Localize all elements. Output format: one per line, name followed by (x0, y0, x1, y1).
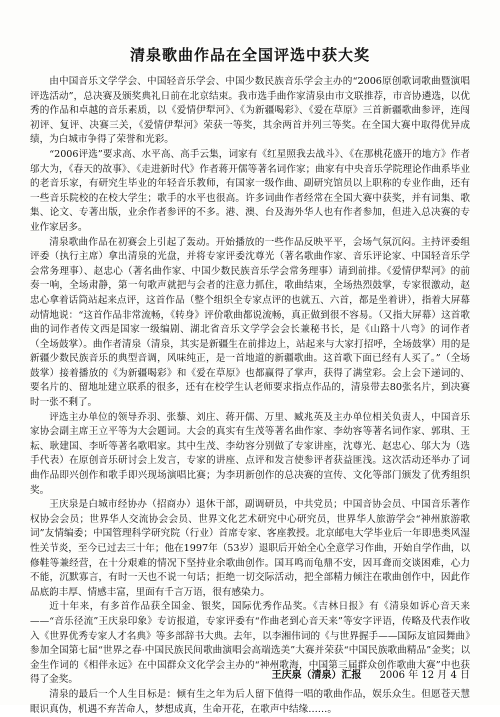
paragraph-3: 清泉歌曲作品在初赛会上引起了轰动。开始播放的一些作品反映平平，会场气氛沉闷。主持评委组评委（执行主席）拿出清泉的光盘，并将专家评委沈尊光（著名歌曲作家、音乐评论家、中国轻音乐学会常务理事）、赵忠心（著名曲作家、中国少数民族音乐学会常务理事）请到前排。《爱情伊犁河》的前奏一响，全场肃静，第一句歌声就把与会者的注意力抓住，歌曲结束，全场热烈鼓掌，专家很激动，赵忠心拿着话筒站起来点评，这首作品（整个组织全专家点评的也就五、六首，都是坐着讲），指着大屏幕动情地说：“这首作品非常流畅，《转身》评价歌曲都说流畅，真正做到很不容易。（又指大屏幕）这首歌曲的词作者传文西是国家一级编剧、湖北省音乐文学学会会长兼秘书长，是《山路十八弯》的词作者（全场鼓掌）。曲作者清泉（清泉，其实是新疆生在前排边上，站起来与大家打招呼，全场鼓掌）用的是新疆少数民族音乐的典型音调，风味纯正，是一首地道的新疆歌曲。这首歌下面已经有人买了。”（全场鼓掌）接着播放的《为新疆喝彩》和《爱在草原》也都赢得了掌声，获得了满堂彩。会上会下递词的、要名片的、留地址建立联系的很多，还有在校学生认老师要求指点作品的，清泉带去80张名片，到决赛时一张不剩了。 (30, 236, 470, 409)
author-signature: 王庆泉（清泉）汇报 (271, 670, 362, 681)
paragraph-6: 近十年来，有多首作品获全国金、银奖，国际优秀作品奖。《吉林日报》有《清泉如诉心音天来——“音乐径流”王庆泉印象》专访报道，专家评委有“作曲老到心音天来”等安字评语，传略及代表作收入《世界优秀专家人才名典》等多部辞书大典。去年，以李湘伟词的《与世界握手——国际友谊园舞曲》参加全国第七届“世界之春·中国民族民间歌曲演唱会高端选美”大赛并荣获“中国民族歌曲精品”金奖；以金生作词的《相伴永远》在中国群众文化学会主办的“神州歌海，中国第三届群众创作歌曲大赛”中也获得了金奖。 (30, 601, 470, 686)
paragraph-2: “2006评选”要求高、水平高、高手云集，词家有《红星照我去战斗》、《在那桃花盛开的地方》作者邬大为，《春天的故事》、《走进新时代》作者蒋开儒等著名词作家；曲家有中央音乐学院理论作曲系毕业的老音乐家，有研究生毕业的年轻音乐教师，有国家一级作曲、副研究馆员以上职称的专业作曲，还有一些音乐院校的在校大学生；歌手的水平也很高。许多词曲作者经常在全国大赛中获奖，并有词集、歌集、论文、专著出版，业余作者参评的不多。港、澳、台及海外华人也有作者参加，但进入总决赛的专业作家居多。 (30, 148, 470, 233)
paragraph-1: 由中国音乐文学学会、中国轻音乐学会、中国少数民族音乐学会主办的“2006原创歌词歌曲暨演唱评选活动”，总决赛及颁奖典礼日前在北京结束。我市选手曲作家清泉由市文联推荐，市音协遴选，以优秀的作品和卓越的音乐素质，以《爱情伊犁河》、《为新疆喝彩》、《爱在草原》三首新疆歌曲参评，连闯初评、复评、决赛三关，《爱情伊犁河》荣获一等奖，其余两首并列三等奖。在全国大赛中取得优异成绩，为白城市争得了荣誉和光彩。 (30, 76, 470, 146)
signoff (272, 666, 470, 681)
paragraph-5: 王庆泉是白城市经协办（招商办）退休干部，副调研员，中共党员；中国音协会员、中国音乐著作权协会会员；世界华人交流协会会员、世界文化艺术研究中心研究员，世界华人旅游学会“神州旅游歌词”友情编委；中国管理科学研究院（行业）首席专家、客座教授。北京邮电大学毕业后一年即患类风湿性关节炎，至今已过去三十年；他在1997年（53岁）退职后开始全心全意学习作曲，开始自学作曲，以修鞋等兼经营，在十分艰难的情况下坚持业余歌曲创作。国耳鸣而龟鼎不安，因耳聋而交谈困难，心力不能，沉默寡言，有时一天也不说一句话；拒绝一切交际活动，把全部精力倾注在歌曲创作中，因此作品底韵丰厚、情感丰富，里面有千言万语，很有感染力。 (30, 499, 470, 598)
document-title: 清泉歌曲作品在全国评选中获大奖 (129, 46, 370, 64)
paragraph-4: 评选主办单位的领导乔羽、张藜、刘庄、蒋开儒、万里、臧兆英及主办单位相关负责人，中国音乐家协会副主席王立平等为大会题词。大会的真实有生茂等著名曲作家、李幼容等著名词作家、郭琪、王耘、耿建国、李昕等著名歌唱家。其中生茂、李幼容分别做了专家讲座，沈尊光、赵忠心、邬大为（选手代表）在原创音乐研讨会上发言，专家的讲座、点评和发言使参评者获益匪浅。这次活动还举办了词曲作品即兴创作和歌手即兴现场演唱比赛；为李玥新创作的总决赛的宣传、文化等部门颁发了优秀组织奖。 (30, 411, 470, 496)
report-date: 2006 年 12 月 4 日 (379, 670, 470, 681)
paragraph-7: 清泉的最后一个人生目标是：倾有生之年为后人留下值得一唱的歌曲作品，娱乐众生。但愿苍天慧眼识真伪，机遇不弃苦命人，梦想成真，生命开花，在歌声中结缘……。 (30, 688, 470, 715)
